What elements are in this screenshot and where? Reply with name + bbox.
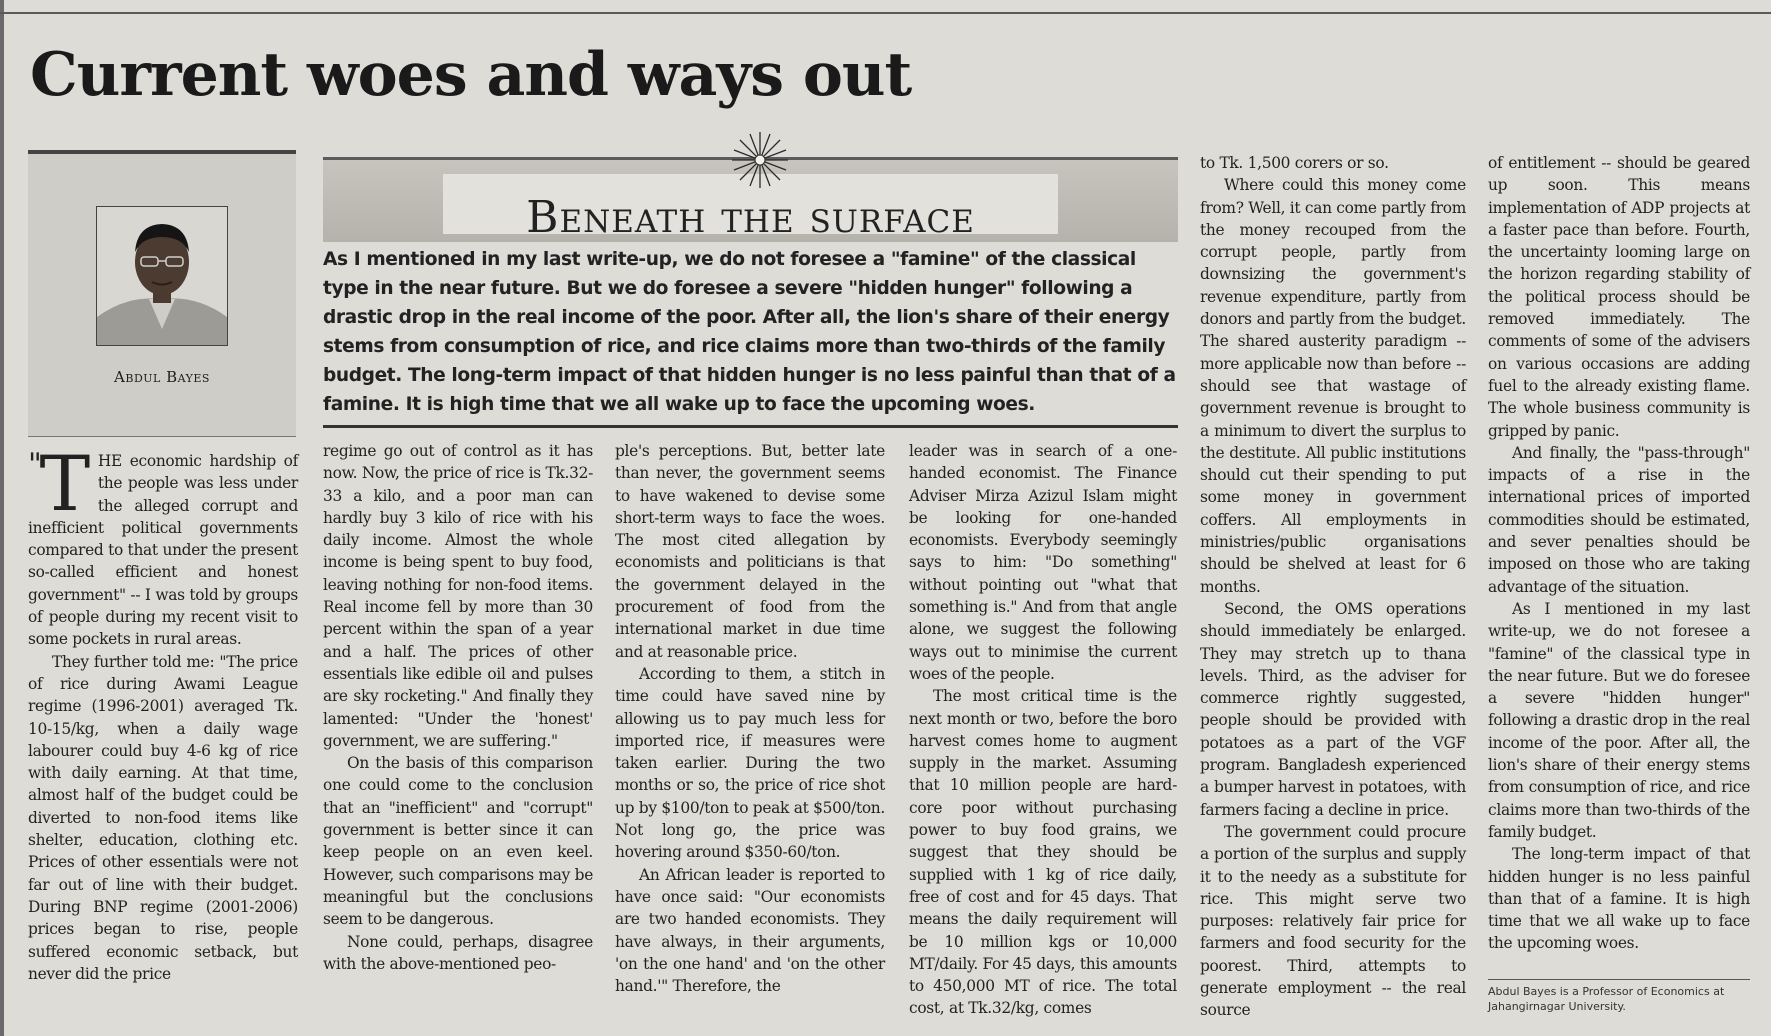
paragraph: The government could procure a portion of the surplus and supply it to the needy as a substitute for rice. This might serve two purposes: relatively fair price for farmers and food security for the poorest. Third, attempts to generate employment -- the real source — [1200, 822, 1466, 1020]
body-column-2 — [323, 440, 593, 975]
author-box — [28, 150, 296, 437]
body-column-1 — [28, 439, 298, 985]
paragraph: Where could this money come from? Well, it can come partly from the money recouped from the corrupt people, partly from downsizing the government's revenue expenditure, partly from donors and partly from the budget. The shared austerity paradigm -- more applicable now than before -- should see that wastage of government revenue is brought to a minimum to divert the surplus to the destitute. All public institutions should cut their spending to put some money in government coffers. All employments in ministries/public organisations should be shelved at least for 6 months. — [1200, 176, 1466, 596]
body-column-3 — [615, 440, 885, 997]
paragraph: And finally, the "pass-through" impacts of a rise in the international prices of imported commodities should be estimated, and sever penalties should be imposed on those who are taking advantage of the situation. — [1488, 443, 1750, 596]
paragraph: Second, the OMS operations should immediately be enlarged. They may stretch up to thana levels. Third, as the adviser for commerce rightly suggested, people should be provided with potatoes as a part of the VGF program. Bangladesh experienced a bumper harvest in potatoes, with farmers facing a decline in price. — [1200, 599, 1466, 819]
paragraph: They further told me: "The price of rice during Awami League regime (1996-2001) averaged Tk. 10-15/kg, when a daily wage labourer could buy 4-6 kg of rice with daily earning. At that time, almost half of the budget could be diverted to non-food items like shelter, education, clothing etc. Prices of other essentials were not far out of line with their budget. During BNP regime (2001-2006) prices began to rise, people suffered economic setback, but never did the price — [28, 652, 298, 983]
paragraph: The most critical time is the next month or two, before the boro harvest comes home to augment supply in the market. Assuming that 10 million people are hard-core poor without purchasing power to buy food grains, we suggest that they should be supplied with 1 kg of rice daily, free of cost and for 45 days. That means the daily requirement will be 10 million kgs or 10,000 MT/daily. For 45 days, this amounts to 450,000 MT of rice. The total cost, at Tk.32/kg, comes — [909, 687, 1178, 1018]
intro-rule — [323, 425, 1178, 428]
body-column-6 — [1488, 152, 1750, 955]
body-column-4 — [909, 440, 1177, 1020]
paragraph: The long-term impact of that hidden hunger is no less painful than that of a famine. It is high time that we all wake up to face the upcoming woes. — [1488, 845, 1750, 953]
bio-rule — [1488, 979, 1750, 980]
paragraph: An African leader is reported to have once said: "Our economists are two handed economists. They have always, in their arguments, 'on the one hand' and 'on the other hand.'" Therefore, the — [615, 865, 885, 996]
drop-cap: T — [39, 439, 90, 528]
column-title: Beneath the surface — [526, 192, 975, 243]
author-bio: Abdul Bayes is a Professor of Economics at Jahangirnagar University. — [1488, 985, 1725, 1013]
paragraph: leader was in search of a one-handed economist. The Finance Adviser Mirza Azizul Islam might be looking for one-handed economists. Everybody seemingly says to him: "Do something" without pointing out "what that something is." And from that angle alone, we suggest the following ways out to minimise the current woes of the people. — [909, 442, 1177, 683]
paragraph: to Tk. 1,500 corers or so. — [1200, 154, 1389, 172]
paragraph: As I mentioned in my last write-up, we do not foresee a "famine" of the classical type in the near future. But we do foresee a severe "hidden hunger" following a drastic drop in the real income of the poor. After all, the lion's share of their energy stems from consumption of rice, and rice claims more than two-thirds of the family budget. — [1488, 599, 1750, 841]
paragraph: of entitlement -- should be geared up soon. This means implementation of ADP projects at a faster pace than before. Fourth, the uncertainty looming large on the horizon regarding stability of the political process should be removed immediately. The comments of some of the advisers on various occasions are adding fuel to the already existing flame. The whole business community is gripped by panic. — [1488, 154, 1750, 440]
author-name: Abdul Bayes — [114, 368, 210, 386]
intro-paragraph: As I mentioned in my last write-up, we do not foresee a "famine" of the classical type in the near future. But we do foresee a severe "hidden hunger" following a drastic drop in the real income of the poor. After all, the lion's share of their energy stems from consumption of rice, and rice claims more than two-thirds of the family budget. The long-term impact of that hidden hunger is no less painful than that of a famine. It is high time that we all wake up to face the upcoming woes. — [323, 249, 1176, 415]
paragraph: According to them, a stitch in time could have saved nine by allowing us to pay much less for imported rice, if measures were taken earlier. During the two months or so, the price of rice shot up by $100/ton to peak at $500/ton. Not long go, the price was hovering around $350-60/ton. — [615, 664, 885, 862]
paragraph: regime go out of control as it has now. Now, the price of rice is Tk.32-33 a kilo, and a poor man can hardly buy 3 kilo of rice with his daily income. Almost the whole income is being spent to buy food, leaving nothing for non-food items. Real income fell by more than 30 percent within the span of a year and a half. The prices of other essentials like edible oil and pulses are sky rocketing." And finally they lamented: "Under the 'honest' government, we are suffering." — [323, 442, 593, 750]
author-portrait-icon — [96, 206, 228, 346]
paragraph: None could, perhaps, disagree with the above-mentioned peo- — [323, 932, 593, 973]
top-rule — [0, 12, 1771, 14]
headline: Current woes and ways out — [30, 40, 912, 110]
page-edge — [0, 0, 4, 1036]
paragraph: ple's perceptions. But, better late than never, the government seems to have wakened to devise some short-term ways to face the woes. The most cited allegation by economists and politicians is that the government delayed in the procurement of food from the international market in due time and at reasonable price. — [615, 442, 885, 661]
paragraph: On the basis of this comparison one could come to the conclusion that an "inefficient" and "corrupt" government is better since it can keep people on an even keel. However, such comparisons may be meaningful but the conclusions seem to be dangerous. — [323, 754, 593, 929]
body-column-5 — [1200, 152, 1466, 1022]
opening-quote-icon: " — [28, 447, 42, 482]
starburst-icon — [730, 130, 790, 190]
paragraph: HE economic hardship of the people was less under the alleged corrupt and inefficient political governments compared to that under the present so-called efficient and honest government" -- I was told by groups of people during my recent visit to some pockets in rural areas. — [28, 452, 298, 649]
